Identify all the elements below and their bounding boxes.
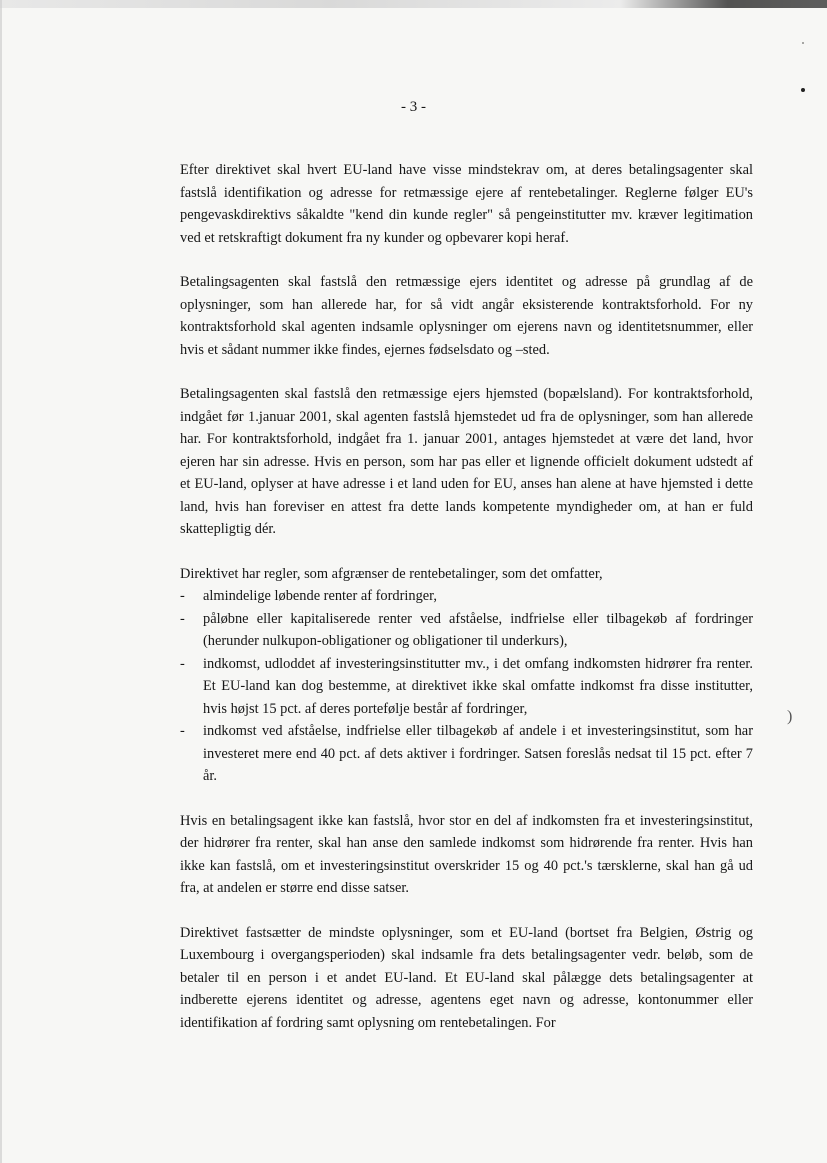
scan-speck	[802, 42, 804, 44]
scan-speck	[801, 88, 805, 92]
scan-edge-top	[0, 0, 827, 8]
dash-marker: -	[180, 588, 185, 604]
list-item-text: påløbne eller kapitaliserede renter ved afståelse, indfrielse eller tilbagekøb af fordringer (herunder nulkupon-obligationer og obligationer til underkurs),	[203, 610, 753, 649]
list-intro: Direktivet har regler, som afgrænser de rentebetalinger, som det omfatter,	[180, 565, 603, 582]
dash-marker: -	[180, 655, 185, 672]
paragraph: Betalingsagenten skal fastslå den retmæssige ejers identitet og adresse på grundlag af de oplysninger, som han allerede har, for så vidt angår eksisterende kontraktsforhold. For ny kontraktsforhold skal agenten indsamle oplysninger om ejerens navn og identitetsnummer, eller hvis et sådant nummer ikke findes, ejernes fødselsdato og –sted.	[180, 274, 753, 358]
paragraph: Betalingsagenten skal fastslå den retmæssige ejers hjemsted (bopælsland). For kontraktsforhold, indgået før 1.januar 2001, skal agenten fastslå hjemstedet ud fra de oplysninger, som han allerede har. For kontraktsforhold, indgået fra 1. januar 2001, antages hjemstedet at være det land, hvor ejeren har sin adresse. Hvis en person, som har pas eller et lignende officielt dokument udstedt af et EU-land, oplyser at have adresse i et land uden for EU, anses han alene at have hjemsted i dette land, hvis han foreviser en attest fra dette lands kompetente myndigheder om, at han er fuld skattepligtig dér.	[180, 386, 753, 537]
scan-edge-left	[0, 0, 2, 1163]
paragraph: Hvis en betalingsagent ikke kan fastslå, hvor stor en del af indkomsten fra et investeringsinstitut, der hidrører fra renter, skal han anse den samlede indkomst som hidrørende fra renter. Hvis han ikke kan fastslå, om et investeringsinstitut overskrider 15 og 40 pct.'s tærsklerne, skal han gå ud fra, at andelen er større end disse satser.	[180, 812, 753, 896]
list-item	[180, 653, 753, 721]
document-body	[180, 159, 753, 1034]
list-item-text: indkomst ved afståelse, indfrielse eller tilbagekøb af andele i et investeringsinstitut, som har investeret mere end 40 pct. af dets aktiver i fordringer. Satsen foreslås nedsat til 15 pct. efter 7 år.	[203, 723, 753, 784]
list-item	[180, 720, 753, 788]
dash-marker: -	[180, 723, 185, 739]
dash-marker: -	[180, 610, 185, 627]
page-number: - 3 -	[401, 99, 426, 115]
paragraph: Direktivet fastsætter de mindste oplysninger, som et EU-land (bortset fra Belgien, Østrig og Luxembourg i overgangsperioden) skal indsamle fra dets betalingsagenter vedr. beløb, som de betaler til en person i et andet EU-land. Et EU-land skal pålægge dets betalingsagenter at indberette ejerens identitet og adresse, agentens eget navn og adresse, kontonummer eller identifikation af fordring samt oplysning om rentebetalingen. For	[180, 924, 753, 1031]
paragraph: Efter direktivet skal hvert EU-land have visse mindstekrav om, at deres betalingsagenter skal fastslå identifikation og adresse for retmæssige ejere af rentebetalinger. Reglerne følger EU's pengevaskdirektivs såkaldte "kend din kunde regler" så pengeinstitutter mv. kræver legitimation ved et retskraftigt dokument fra ny kunder og opbevarer kopi heraf.	[180, 162, 753, 246]
rate-payment-list	[180, 585, 753, 788]
list-item-text: almindelige løbende renter af fordringer,	[203, 588, 437, 604]
list-item-text: indkomst, udloddet af investeringsinstitutter mv., i det omfang indkomsten hidrører fra renter. Et EU-land kan dog bestemme, at direktivet ikke skal omfatte indkomst fra disse institutter, hvis højst 15 pct. af deres portefølje består af fordringer,	[203, 655, 753, 717]
list-item	[180, 608, 753, 653]
margin-mark: )	[787, 708, 793, 725]
list-item	[180, 585, 753, 608]
